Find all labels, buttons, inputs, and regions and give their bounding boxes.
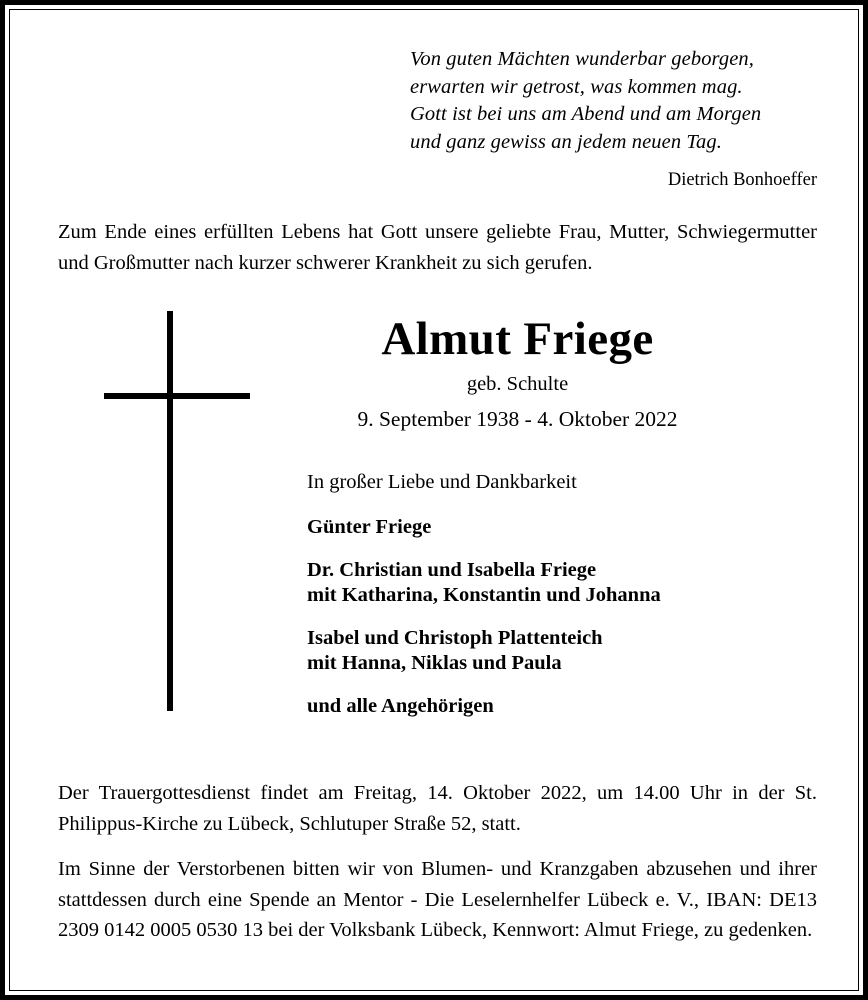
maiden-name: geb. Schulte	[466, 373, 569, 395]
latin-cross-icon	[104, 311, 254, 711]
death-notice-content	[10, 10, 858, 990]
donation-request-text: Im Sinne der Verstorbenen bitten wir von Blumen- und Kranzgaben abzusehen und ihrer stattdessen durch eine Spende an Mentor - Die Leselernhelfer Lübeck e. V., IBAN: DE13 2309 0142 0005 0530 13 bei der Volksbank Lübeck, Kennwort: Almut Friege, zu gedenken.	[58, 858, 817, 941]
family-member-line: mit Hanna, Niklas und Paula	[307, 652, 562, 674]
family-member-line: und alle Angehörigen	[307, 695, 494, 717]
death-notice-inner-border	[9, 9, 859, 991]
epigraph-line: Von guten Mächten wunderbar geborgen,	[410, 48, 754, 70]
epigraph	[48, 10, 818, 192]
memorial-text	[254, 311, 818, 719]
cross-vertical-bar	[167, 311, 173, 711]
funeral-service-text: Der Trauergottesdienst findet am Freitag, 14. Oktober 2022, um 14.00 Uhr in der St. Philippus-Kirche zu Lübeck, Schlutuper Straße 52, statt.	[58, 782, 817, 835]
family-member-line: mit Katharina, Konstantin und Johanna	[307, 584, 661, 606]
family-group	[307, 626, 818, 676]
epigraph-line: erwarten wir getrost, was kommen mag.	[410, 75, 743, 98]
closing-section	[58, 778, 817, 946]
family-group	[307, 558, 818, 608]
family-group	[307, 515, 818, 540]
funeral-service-paragraph	[58, 778, 817, 839]
donation-request-paragraph	[58, 854, 817, 946]
family-group	[307, 694, 818, 719]
epigraph-attribution: Dietrich Bonhoeffer	[667, 170, 817, 190]
lead-paragraph: Zum Ende eines erfüllten Lebens hat Gott unsere geliebte Frau, Mutter, Schwiegermutter und Großmutter nach kurzer schwerer Krankheit zu sich gerufen.	[58, 221, 817, 274]
epigraph-line: Gott ist bei uns am Abend und am Morgen	[410, 103, 762, 125]
life-dates: 9. September 1938 - 4. Oktober 2022	[357, 407, 678, 431]
family-intro: In großer Liebe und Dankbarkeit	[307, 471, 577, 493]
epigraph-line: und ganz gewiss an jedem neuen Tag.	[410, 130, 722, 153]
deceased-name: Almut Friege	[381, 313, 654, 365]
family-member-line: Günter Friege	[307, 516, 432, 538]
family-member-line: Isabel und Christoph Plattenteich	[307, 627, 603, 649]
family-block	[254, 435, 818, 719]
family-member-line: Dr. Christian und Isabella Friege	[307, 559, 597, 581]
memorial-block	[48, 311, 818, 717]
cross-horizontal-bar	[104, 393, 250, 399]
